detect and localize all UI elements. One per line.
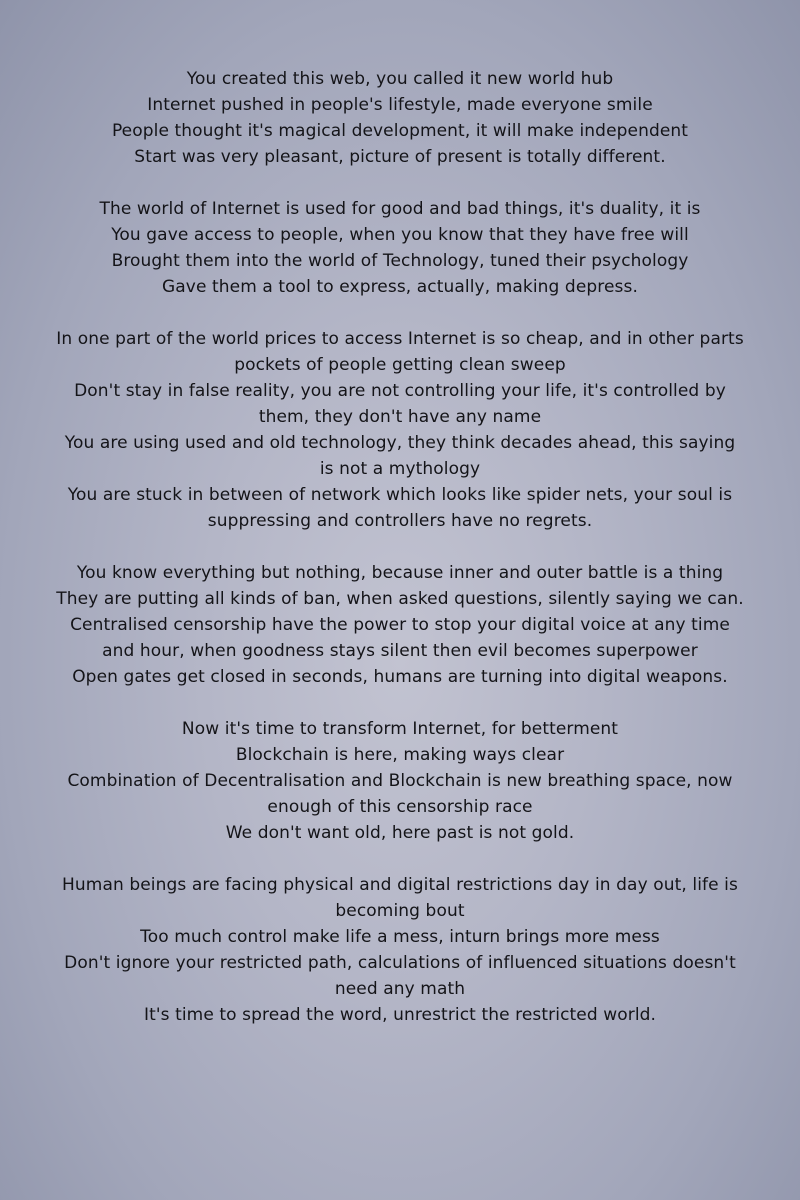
poem-line: Don't stay in false reality, you are not controlling your life, it's controlled by them, they don't have any name bbox=[74, 381, 726, 427]
stanza-4 bbox=[56, 560, 744, 690]
poem-line: In one part of the world prices to access Internet is so cheap, and in other parts pockets of people getting clean sweep bbox=[56, 329, 744, 375]
stanza-2 bbox=[56, 196, 744, 300]
poem-line: Gave them a tool to express, actually, making depress. bbox=[162, 277, 638, 297]
poem-line: You gave access to people, when you know that they have free will bbox=[111, 225, 689, 245]
poem-line: You created this web, you called it new world hub bbox=[186, 69, 614, 89]
poem-line: You are stuck in between of network which looks like spider nets, your soul is suppressing and controllers have no regrets. bbox=[67, 485, 733, 531]
poem-text bbox=[56, 66, 744, 1028]
stanza-5 bbox=[56, 716, 744, 846]
poem-line: Now it's time to transform Internet, for betterment bbox=[181, 719, 619, 739]
poem-line: Human beings are facing physical and digital restrictions day in day out, life is becoming bout bbox=[62, 875, 738, 921]
poem-line: Start was very pleasant, picture of present is totally different. bbox=[134, 147, 666, 167]
poem-line: We don't want old, here past is not gold. bbox=[225, 823, 575, 843]
poem-line: The world of Internet is used for good and bad things, it's duality, it is bbox=[99, 199, 701, 219]
poem-line: Centralised censorship have the power to stop your digital voice at any time and hour, when goodness stays silent then evil becomes superpower bbox=[70, 615, 730, 661]
stanza-1 bbox=[56, 66, 744, 170]
poem-line: You are using used and old technology, they think decades ahead, this saying is not a mythology bbox=[64, 433, 736, 479]
stanza-3 bbox=[56, 326, 744, 534]
poem-line: Blockchain is here, making ways clear bbox=[235, 745, 565, 765]
stanza-6 bbox=[56, 872, 744, 1028]
poem-line: People thought it's magical development, it will make independent bbox=[111, 121, 689, 141]
poem-line: Open gates get closed in seconds, humans are turning into digital weapons. bbox=[72, 667, 728, 687]
poem-line: You know everything but nothing, because inner and outer battle is a thing bbox=[76, 563, 724, 583]
poem-line: They are putting all kinds of ban, when asked questions, silently saying we can. bbox=[56, 589, 744, 609]
poem-line: It's time to spread the word, unrestrict the restricted world. bbox=[143, 1005, 657, 1025]
poem-line: Combination of Decentralisation and Blockchain is new breathing space, now enough of this censorship race bbox=[67, 771, 733, 817]
poem-line: Internet pushed in people's lifestyle, made everyone smile bbox=[147, 95, 653, 115]
poem-line: Don't ignore your restricted path, calculations of influenced situations doesn't need any math bbox=[64, 953, 736, 999]
poem-line: Brought them into the world of Technology, tuned their psychology bbox=[111, 251, 689, 271]
poem-line: Too much control make life a mess, inturn brings more mess bbox=[140, 927, 660, 947]
